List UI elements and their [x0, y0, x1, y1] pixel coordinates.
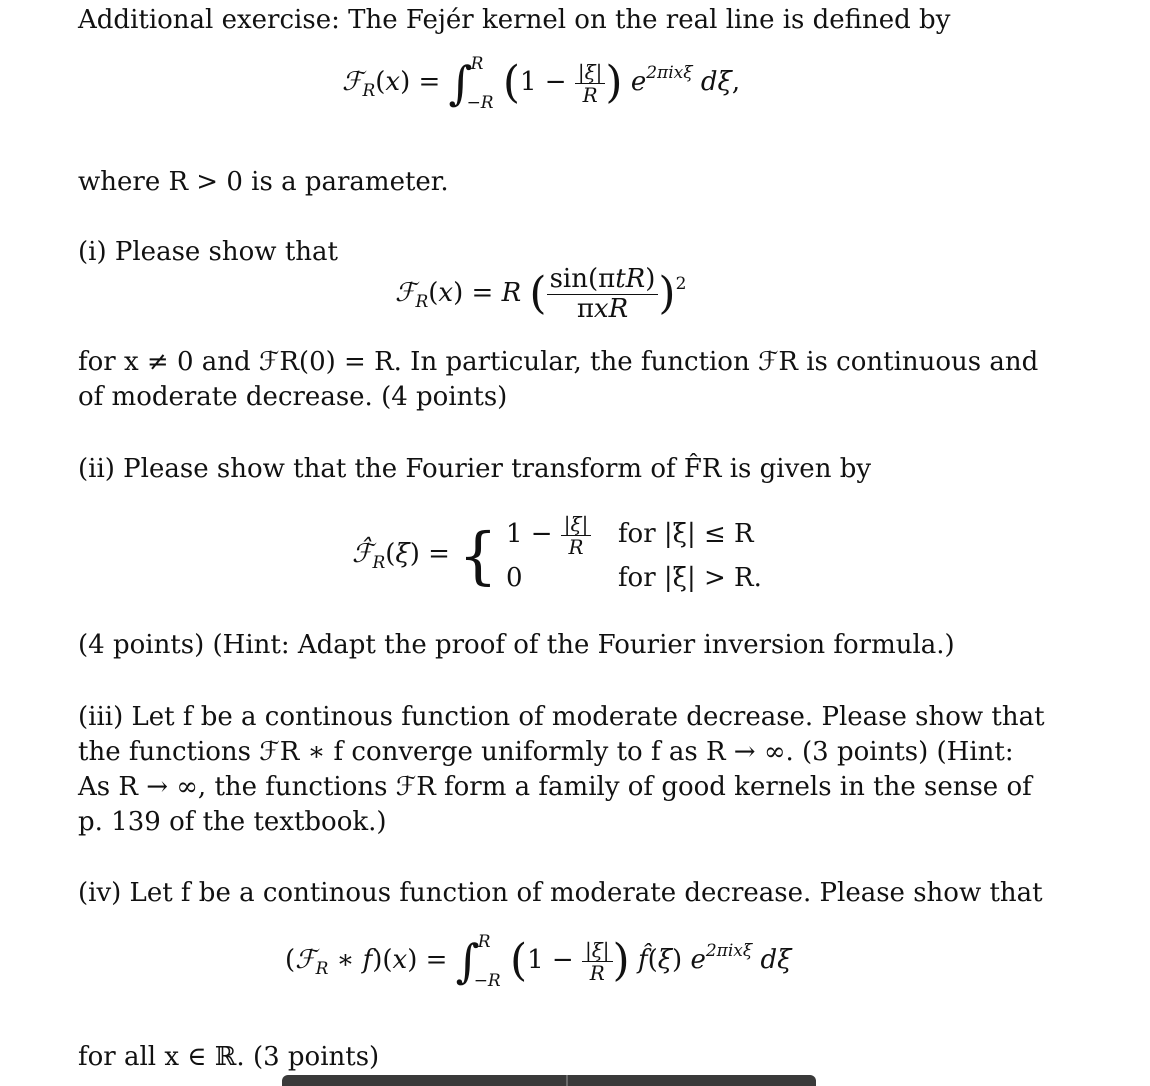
part-iii-line3: As R → ∞, the functions ℱR form a family of good kernels in the sense of [78, 772, 1032, 802]
case2-condition: for |ξ| > R. [617, 563, 762, 593]
part-iii-line1: (iii) Let f be a continous function of moderate decrease. Please show that [78, 702, 1045, 732]
part-iv-text: for all x ∈ ℝ. (3 points) [78, 1042, 380, 1072]
part-ii-hint: (4 points) (Hint: Adapt the proof of the Fourier inversion formula.) [78, 630, 955, 660]
part-iv-equation: (ℱ$_R$ ∗ f)(x) = ∫ R −R (1 − $\frac{|\xi|}{R}$ ) f̂(ξ) $e^{2\pi ix\xi}$ dξ [285, 932, 792, 991]
part-ii-lead: (ii) Please show that the Fourier transform of F̂R is given by [78, 454, 872, 484]
toolbar-divider [566, 1075, 568, 1086]
part-i-text-line1: for x ≠ 0 and ℱR(0) = R. In particular, the function ℱR is continuous and [78, 347, 1039, 377]
part-iv-lead: (iv) Let f be a continous function of moderate decrease. Please show that [78, 878, 1043, 908]
case1-condition: for |ξ| ≤ R [617, 519, 754, 549]
part-ii-equation: $ℱ̂_R(\xi)$ = { 1 − $\frac{|\xi|}{R}$ for |ξ| ≤ R 0 for |ξ| > R. [352, 511, 762, 593]
part-i-lead: (i) Please show that [78, 237, 338, 267]
fejer-kernel-definition-equation: ℱ$_R$(x) = ∫ R −R (1 − $\frac{|\xi|}{R}$ ) $e^{2\pi ix\xi}$ dξ, [342, 54, 741, 113]
part-i-text-line2: of moderate decrease. (4 points) [78, 382, 508, 412]
part-iii-line4: p. 139 of the textbook.) [78, 807, 387, 837]
parameter-text: where R > 0 is a parameter. [78, 167, 449, 197]
part-i-equation: ℱ$_R$(x) = R ( $\frac{\text{sin(πtR)}}{\text{πxR}}$ )$^2$ [395, 264, 687, 324]
bottom-toolbar[interactable] [282, 1075, 816, 1086]
part-iii-line2: the functions ℱR ∗ f converge uniformly to f as R → ∞. (3 points) (Hint: [78, 737, 1014, 767]
intro-text: Additional exercise: The Fejér kernel on the real line is defined by [78, 5, 951, 35]
